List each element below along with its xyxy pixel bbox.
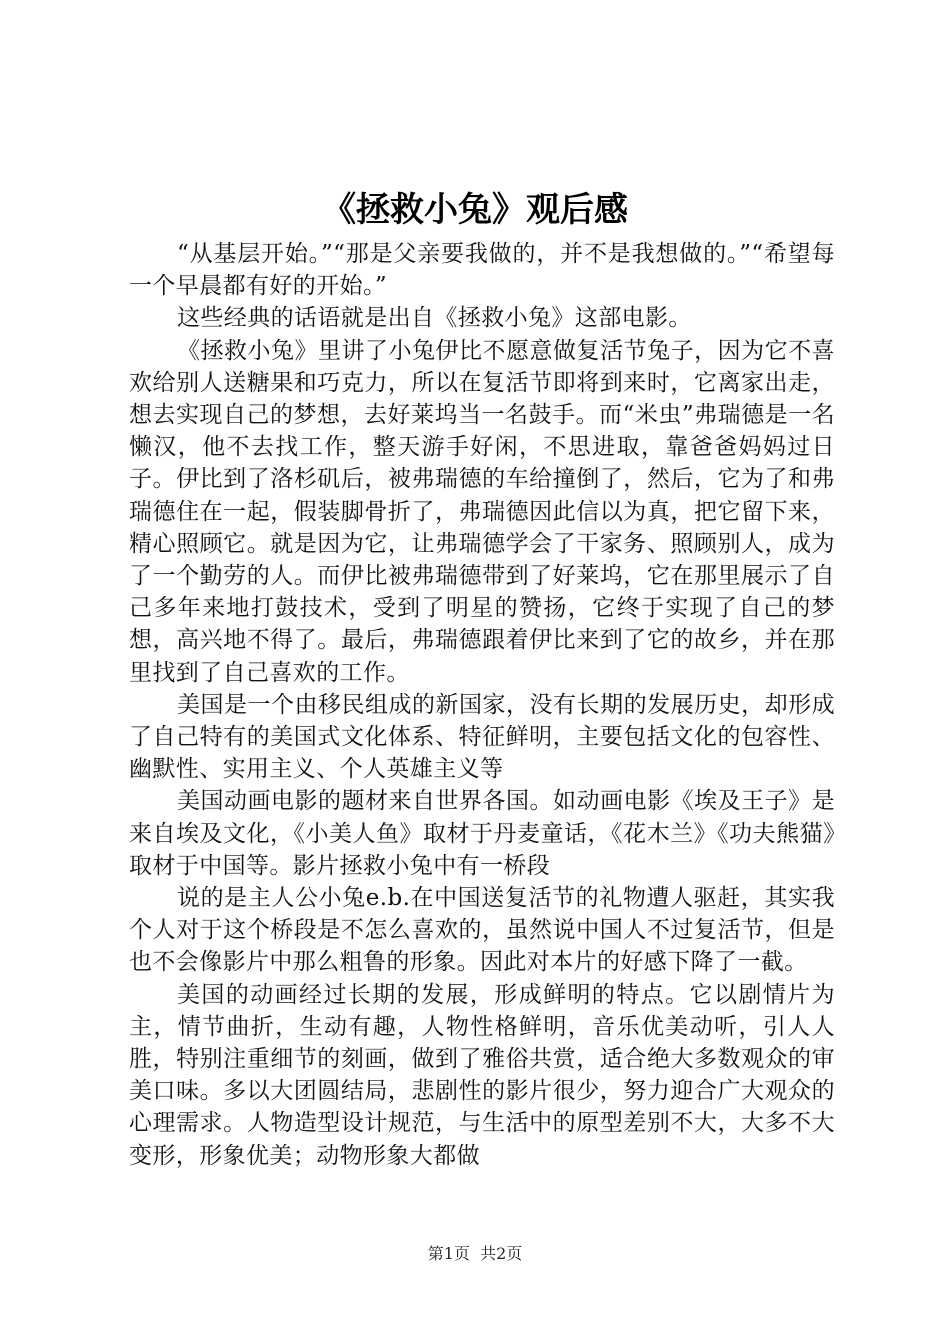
page-footer (0, 1243, 950, 1265)
paragraph-4: 美国是一个由移民组成的新国家，没有长期的发展历史，却形成了自己特有的美国式文化体系、特征鲜明，主要包括文化的包容性、幽默性、实用主义、个人英雄主义等 (129, 691, 835, 783)
footer-separator (470, 1244, 480, 1263)
paragraph-7: 美国的动画经过长期的发展，形成鲜明的特点。它以剧情片为主，情节曲折，生动有趣，人物性格鲜明，音乐优美动听，引人人胜，特别注重细节的刻画，做到了雅俗共赏，适合绝大多数观众的审美口味。多以大团圆结局，悲剧性的影片很少，努力迎合广大观众的心理需求。人物造型设计规范，与生活中的原型差别不大，大多不大变形，形象优美；动物形象大都做 (129, 981, 835, 1169)
page-number: 第1页 (427, 1244, 470, 1263)
document-body (129, 238, 835, 1172)
total-pages: 共2页 (480, 1244, 523, 1263)
paragraph-3: 《拯救小兔》里讲了小兔伊比不愿意做复活节兔子，因为它不喜欢给别人送糖果和巧克力，所以在复活节即将到来时，它离家出走，想去实现自己的梦想，去好莱坞当一名鼓手。而“米虫”弗瑞德是一名懒汉，他不去找工作，整天游手好闲，不思进取，靠爸爸妈妈过日子。伊比到了洛杉矶后，被弗瑞德的车给撞倒了，然后，它为了和弗瑞德住在一起，假装脚骨折了，弗瑞德因此信以为真，把它留下来，精心照顾它。就是因为它，让弗瑞德学会了干家务、照顾别人，成为了一个勤劳的人。而伊比被弗瑞德带到了好莱坞，它在那里展示了自己多年来地打鼓技术，受到了明星的赞扬，它终于实现了自己的梦想，高兴地不得了。最后，弗瑞德跟着伊比来到了它的故乡，并在那里找到了自己喜欢的工作。 (129, 337, 835, 686)
paragraph-2: 这些经典的话语就是出自《拯救小兔》这部电影。 (177, 305, 692, 332)
paragraph-5: 美国动画电影的题材来自世界各国。如动画电影《埃及王子》是来自埃及文化，《小美人鱼》取材于丹麦童话，《花木兰》《功夫熊猫》取材于中国等。影片拯救小兔中有一桥段 (129, 788, 835, 879)
document-title: 《拯救小兔》观后感 (322, 190, 628, 230)
paragraph-6: 说的是主人公小兔e.b.在中国送复活节的礼物遭人驱赶，其实我个人对于这个桥段是不怎么喜欢的，虽然说中国人不过复活节，但是也不会像影片中那么粗鲁的形象。因此对本片的好感下降了一截。 (129, 885, 835, 976)
paragraph-1: “从基层开始。”“那是父亲要我做的，并不是我想做的。”“希望每一个早晨都有好的开始。” (129, 241, 835, 300)
